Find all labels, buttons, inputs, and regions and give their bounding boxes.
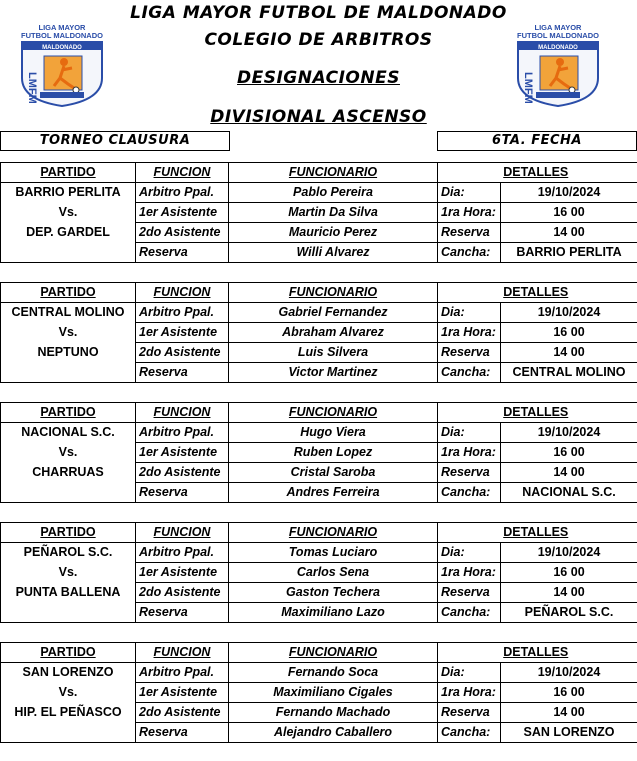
role-label: Reserva [136,603,229,623]
role-label: 1er Asistente [136,203,229,223]
svg-text:MALDONADO: MALDONADO [538,45,578,51]
home-team: CENTRAL MOLINO [1,303,136,323]
header-funcion: FUNCION [136,523,229,543]
role-label: Arbitro Ppal. [136,663,229,683]
header-funcion: FUNCION [136,283,229,303]
official-row [1,603,637,623]
role-label: Reserva [136,723,229,743]
away-team: PUNTA BALLENA [1,583,136,603]
detail-label: 1ra Hora: [438,443,501,463]
detail-label: Dia: [438,183,501,203]
official-row [1,303,637,323]
college-title: COLEGIO DE ARBITROS [204,30,433,50]
detail-value: CENTRAL MOLINO [501,363,637,383]
official-row [1,683,637,703]
detail-value: 16 00 [501,563,637,583]
detail-label: 1ra Hora: [438,683,501,703]
official-row [1,543,637,563]
empty-cell [1,723,136,743]
header-partido: PARTIDO [1,523,136,543]
detail-label: 1ra Hora: [438,203,501,223]
official-name: Gaston Techera [229,583,438,603]
role-label: Reserva [136,363,229,383]
shield-logo-icon [18,38,106,108]
header-detalles: DETALLES [468,403,605,423]
svg-text:LMFM: LMFM [26,72,38,104]
home-team: PEÑAROL S.C. [1,543,136,563]
empty-cell [1,483,136,503]
detail-label: Reserva [438,703,501,723]
role-label: Arbitro Ppal. [136,303,229,323]
detail-label: Cancha: [438,603,501,623]
away-team: DEP. GARDEL [1,223,136,243]
official-name: Victor Martinez [229,363,438,383]
official-row [1,343,637,363]
header-funcionario: FUNCIONARIO [229,283,438,303]
detail-label: Reserva [438,583,501,603]
official-name: Luis Silvera [229,343,438,363]
svg-text:MALDONADO: MALDONADO [42,45,82,51]
detail-value: 14 00 [501,703,637,723]
official-name: Cristal Saroba [229,463,438,483]
detail-label: Cancha: [438,243,501,263]
detail-label: Dia: [438,663,501,683]
detail-value: 19/10/2024 [501,663,637,683]
detail-value: PEÑAROL S.C. [501,603,637,623]
home-team: NACIONAL S.C. [1,423,136,443]
match-header-row [1,403,637,423]
official-row [1,703,637,723]
detail-value: NACIONAL S.C. [501,483,637,503]
detail-value: 16 00 [501,323,637,343]
away-team: NEPTUNO [1,343,136,363]
empty-cell [1,363,136,383]
league-logo-right: LIGA MAYOR FUTBOL MALDONADO MALDONADO LMFM [510,22,606,108]
official-name: Pablo Pereira [229,183,438,203]
detail-value: BARRIO PERLITA [501,243,637,263]
vs-label: Vs. [1,203,136,223]
vs-label: Vs. [1,323,136,343]
detail-label: Reserva [438,343,501,363]
vs-label: Vs. [1,443,136,463]
home-team: SAN LORENZO [1,663,136,683]
role-label: 2do Asistente [136,583,229,603]
official-row [1,443,637,463]
official-row [1,723,637,743]
role-label: Arbitro Ppal. [136,423,229,443]
official-name: Hugo Viera [229,423,438,443]
role-label: 1er Asistente [136,563,229,583]
official-row [1,663,637,683]
match-table [0,522,637,623]
header-funcionario: FUNCIONARIO [229,523,438,543]
header-funcion: FUNCION [136,643,229,663]
header-detalles: DETALLES [468,163,605,183]
header-detalles: DETALLES [468,523,605,543]
detail-label: Reserva [438,223,501,243]
designations-title: DESIGNACIONES [237,68,400,88]
role-label: 2do Asistente [136,463,229,483]
header-funcionario: FUNCIONARIO [229,643,438,663]
role-label: 2do Asistente [136,223,229,243]
detail-label: 1ra Hora: [438,323,501,343]
official-name: Willi Alvarez [229,243,438,263]
detail-label: Cancha: [438,723,501,743]
official-name: Fernando Soca [229,663,438,683]
official-row [1,203,637,223]
role-label: 2do Asistente [136,703,229,723]
official-row [1,223,637,243]
vs-label: Vs. [1,563,136,583]
match-header-row [1,523,637,543]
detail-value: 19/10/2024 [501,183,637,203]
detail-label: Dia: [438,303,501,323]
official-name: Tomas Luciaro [229,543,438,563]
role-label: 2do Asistente [136,343,229,363]
detail-value: 14 00 [501,463,637,483]
header-funcion: FUNCION [136,163,229,183]
detail-label: Cancha: [438,363,501,383]
svg-text:LMFM: LMFM [522,72,534,104]
league-logo-left: LIGA MAYOR FUTBOL MALDONADO MALDONADO LMFM [14,22,110,108]
detail-value: 16 00 [501,203,637,223]
detail-label: Dia: [438,543,501,563]
official-name: Maximiliano Cigales [229,683,438,703]
official-row [1,483,637,503]
role-label: 1er Asistente [136,443,229,463]
role-label: 1er Asistente [136,683,229,703]
header-funcionario: FUNCIONARIO [229,163,438,183]
role-label: Reserva [136,243,229,263]
header-detalles: DETALLES [468,283,605,303]
official-name: Abraham Alvarez [229,323,438,343]
official-row [1,463,637,483]
match-table [0,642,637,743]
official-name: Maximiliano Lazo [229,603,438,623]
header-partido: PARTIDO [1,403,136,423]
detail-value: 14 00 [501,583,637,603]
official-name: Andres Ferreira [229,483,438,503]
detail-value: 19/10/2024 [501,543,637,563]
official-row [1,183,637,203]
header-partido: PARTIDO [1,283,136,303]
detail-value: 16 00 [501,443,637,463]
official-name: Carlos Sena [229,563,438,583]
away-team: HIP. EL PEÑASCO [1,703,136,723]
header-funcion: FUNCION [136,403,229,423]
official-name: Alejandro Caballero [229,723,438,743]
tournament-name: TORNEO CLAUSURA [0,131,230,151]
match-header-row [1,163,637,183]
home-team: BARRIO PERLITA [1,183,136,203]
official-name: Ruben Lopez [229,443,438,463]
division-title: DIVISIONAL ASCENSO [210,107,427,127]
detail-value: SAN LORENZO [501,723,637,743]
detail-label: 1ra Hora: [438,563,501,583]
header-detalles: DETALLES [468,643,605,663]
match-header-row [1,283,637,303]
role-label: Reserva [136,483,229,503]
detail-value: 14 00 [501,343,637,363]
detail-label: Cancha: [438,483,501,503]
header-partido: PARTIDO [1,163,136,183]
role-label: Arbitro Ppal. [136,183,229,203]
official-row [1,423,637,443]
league-title: LIGA MAYOR FUTBOL DE MALDONADO [130,3,507,23]
round-label: 6TA. FECHA [437,131,637,151]
shield-logo-icon [514,38,602,108]
official-row [1,583,637,603]
match-table [0,162,637,263]
role-label: 1er Asistente [136,323,229,343]
official-row [1,323,637,343]
role-label: Arbitro Ppal. [136,543,229,563]
official-name: Martin Da Silva [229,203,438,223]
detail-label: Dia: [438,423,501,443]
detail-value: 19/10/2024 [501,303,637,323]
match-header-row [1,643,637,663]
official-name: Gabriel Fernandez [229,303,438,323]
empty-cell [1,243,136,263]
match-table [0,402,637,503]
match-table [0,282,637,383]
official-row [1,243,637,263]
header-funcionario: FUNCIONARIO [229,403,438,423]
empty-cell [1,603,136,623]
detail-label: Reserva [438,463,501,483]
vs-label: Vs. [1,683,136,703]
detail-value: 14 00 [501,223,637,243]
official-name: Mauricio Perez [229,223,438,243]
official-row [1,563,637,583]
official-row [1,363,637,383]
detail-value: 16 00 [501,683,637,703]
detail-value: 19/10/2024 [501,423,637,443]
header-partido: PARTIDO [1,643,136,663]
official-name: Fernando Machado [229,703,438,723]
away-team: CHARRUAS [1,463,136,483]
